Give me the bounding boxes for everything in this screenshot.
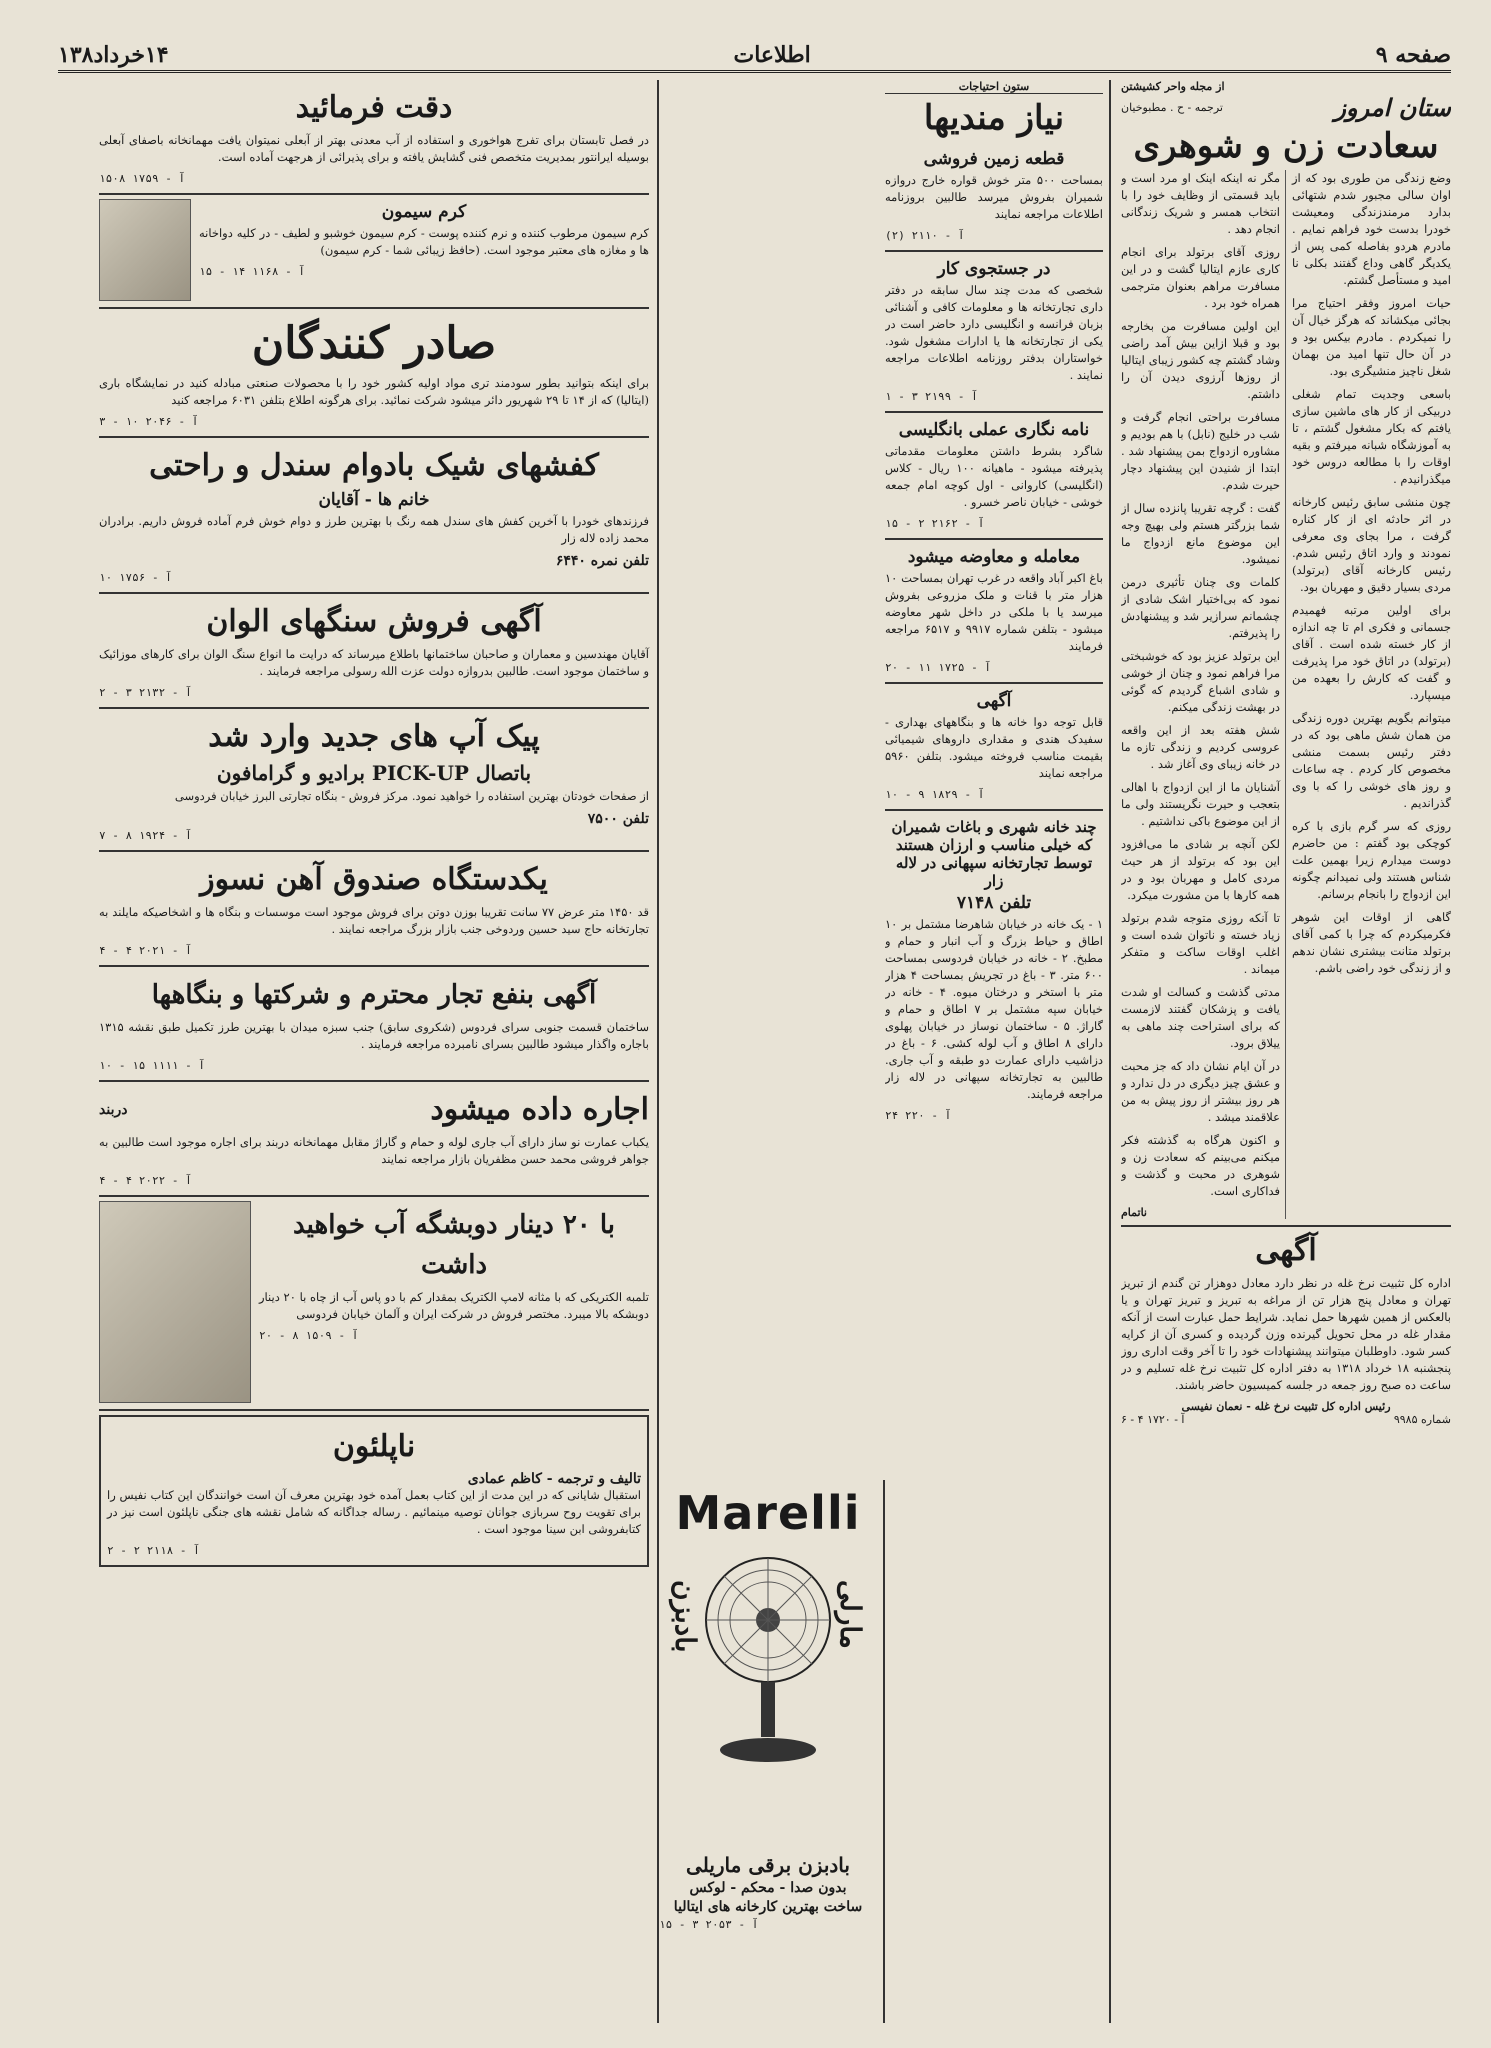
article-paragraph: در آن ایام نشان داد که جز محبت و عشق چیز دیگری در دل ندارد و هر روز بیشتر از روز پیش به من علاقمند میشد . <box>1121 1059 1280 1124</box>
ad-phone: تلفن ۷۵۰۰ <box>587 811 649 827</box>
classified-head: چند خانه شهری و باغات شمیران که خیلی مناسب و ارزان هستند توسط تجارتخانه سپهانی در لاله زار <box>891 818 1097 890</box>
page-number: صفحه ۹ <box>1375 42 1451 68</box>
display-ad <box>99 80 649 195</box>
notice-ref: آ - ۱۷۲۰ ۴ - ۶ <box>1121 1413 1185 1426</box>
classified-head: نامه نگاری عملی بانگلیسی <box>898 420 1090 440</box>
ad-body: قد ۱۴۵۰ متر عرض ۷۷ سانت تقریبا بوزن دوتن برای فروش موجود است موسسات و بنگاه ها و اشخاصیکه مایلند به تجارتخانه حاج سید حسین وردوخی جنب بازار بزرگ مراجعه نمایند . <box>99 905 649 936</box>
article-signoff: ناتمام <box>1121 1206 1147 1219</box>
translator-line: ترجمه - ح . مطبوخیان <box>1121 101 1223 114</box>
article-paragraph: وضع زندگی من طوری بود که از اوان سالی مجبور شدم شتهائی بدارد مرمندزندگی ومعیشت خودرا بدست خود فراهم نمایم . مادرم هردو بفاصله کمی پس از یکدیگر گاهی وداع گفتند بکلی نا امید و مستأصل گشتم. <box>1292 171 1451 287</box>
ad-code: آ - ۱۹۲۴ ۸ - ۷ <box>99 829 192 842</box>
classified-head: آگهی <box>976 691 1012 711</box>
display-ad <box>99 594 649 709</box>
ad-code: آ - ۲۰۲۱ ۴ - ۴ <box>99 944 192 957</box>
classifieds-section: ستون احتیاجات <box>885 80 1103 94</box>
display-ad <box>99 438 649 594</box>
ad-body: آقایان مهندسین و معماران و صاحبان ساختمانها باطلاع میرساند که درایت ما انواع سنگ الوان برای کارهای موزائیک و ساختمان موجود است. طالبین بدروازه دولت عزت الله رسولی مراجعه فرمایند . <box>99 647 649 678</box>
article-paragraph: لکن آنچه بر شادی ما می‌افزود این بود که برتولد از هر حیث مردی کامل و مهربان بود و در همه کارها با من مشورت میکرد. <box>1121 837 1280 902</box>
article-paragraph: روزی آقای برتولد برای انجام کاری عازم ایتالیا گشت و در این مسافرت مراهم بعنوان مترجمی همراه خود برد . <box>1121 245 1280 310</box>
ad-title: آگهی فروش سنگهای الوان <box>206 604 542 639</box>
article-paragraph: گاهی از اوقات این شوهر فکرمیکردم که چرا با کمی آقای برتولد متانت بیشتری نشان ندهم و از زندگی خود راضی باشم. <box>1292 910 1451 975</box>
article-paragraph: میتوانم بگویم بهترین دوره زندگی من همان شش ماهی بود که در دفتر رئیس بسمت منشی مخصوص کار کردم . چه ساعات و روز های خوشی را که با وی گذراندیم . <box>1292 711 1451 810</box>
ad-code: آ - ۱۵۰۹ ۸ - ۲۰ <box>259 1329 359 1342</box>
ad-code: آ - ۱۷۵۶ ۱۰ <box>99 571 172 584</box>
display-ad <box>99 967 649 1082</box>
display-ad <box>99 709 649 852</box>
classified-code: آ - ۲۲۰ ۲۴ <box>885 1109 952 1122</box>
classified-code: آ - ۲۱۱۰ (۲) <box>885 229 965 242</box>
article-paragraph: کلمات وی چنان تأثیری درمن نمود که بی‌اختیار اشک شادی از چشمانم سرازیر شد و پیشنهادش را پذیرفتم. <box>1121 575 1280 640</box>
article-paragraph: مسافرت براحتی انجام گرفت و شب در خلیج (نابل) با هم بودیم و مشاوره ازدواج بمن پیشنهاد شد . ابتدا از شنیدن این پیشنهاد دچار حیرت شدم. <box>1121 410 1280 492</box>
page-header <box>58 40 1451 73</box>
ad-title: صادر کنندگان <box>251 318 497 369</box>
notice-title: آگهی <box>1255 1233 1317 1268</box>
marelli-title: بادبزن برقی ماریلی <box>686 1853 850 1877</box>
classified-ad <box>885 413 1103 540</box>
display-ad <box>99 309 649 438</box>
ad-code: آ - ۲۱۱۸ ۲ - ۲ <box>107 1544 200 1557</box>
ad-body: برای اینکه بتوانید بطور سودمند تری مواد اولیه کشور خود را با محصولات صنعتی مبادله کنید در نمایشگاه باری (ایتالیا) که از ۱۴ تا ۲۹ شهریور دائر میشود شرکت نمائید. برای هرگونه اطلاع بتلفن ۶۰۳۱ مراجعه کنید <box>99 376 649 407</box>
ad-code: آ - ۱۱۱۱ ۱۵ - ۱۰ <box>99 1059 205 1072</box>
classified-ad <box>885 252 1103 413</box>
article-paragraph: این برتولد عزیز بود که خوشبختی مرا فراهم نمود و چنان از خوشی و شادی اشباع گردیدم که گوئی در بهشت زندگی میکنم. <box>1121 649 1280 714</box>
article-col-b <box>1121 170 1286 1219</box>
classified-body: قابل توجه دوا خانه ها و بنگاههای بهداری - سفیدک هندی و مقداری داروهای شیمیائی بقیمت مناسب فروخته میشود. بتلفن ۵۹۶۰ مراجعه نمایند <box>885 715 1103 780</box>
fan-icon <box>693 1550 843 1770</box>
ad-code: آ - ۱۱۶۸ ۱۴ - ۱۵ <box>199 265 305 278</box>
ad-title: کرم سیمون <box>381 202 467 222</box>
article-paragraph: مگر نه اینکه اینک او مرد است و باید قسمتی از وظایف خود را با انتخاب همسر و شریک زندگانی انجام دهد . <box>1121 171 1280 236</box>
article-paragraph: چون منشی سابق رئیس کارخانه در اثر حادثه ای از کار کناره گرفت ، مرا بجای وی معرفی نمودند و وارد اتاق رئیس شدم. رئیس کارخانه آقای (برتولد) مردی بسیار دقیق و مهربان بود. <box>1292 495 1451 594</box>
article-column <box>1121 80 1451 2023</box>
ad-phone: تلفن نمره ۶۴۴۰ <box>555 553 649 569</box>
article-paragraph: باسعی وجدیت تمام شغلی دربیکی از کار های ماشین سازی یافتم که بکار مشغول گشتم ، تا به آموزشگاه شبانه میرفتم و بقیه اوقات را با مطالعه دروس خود میگذرانیدم . <box>1292 387 1451 486</box>
ad-body: ساختمان قسمت جنوبی سرای فردوس (شکروی سابق) جنب سبزه میدان با بهترین طرز تکمیل طبق نقشه ۱۳۱۵ باجاره واگذار میشود طالبین بسرای نامبرده مراجعه فرمایند . <box>99 1020 649 1051</box>
ad-title: با ۲۰ دینار دوبشگه آب خواهید داشت <box>293 1210 615 1280</box>
classifieds-column <box>885 80 1111 2023</box>
marelli-side-text-right: مارلی <box>834 1580 867 1649</box>
ad-title: اجاره داده میشود <box>430 1092 649 1127</box>
marelli-code: آ - ۲۰۵۳ ۳ - ۱۵ <box>659 1918 759 1931</box>
ad-body: از صفحات خودتان بهترین استفاده را خواهید نمود. مرکز فروش - بنگاه تجارتی البرز خیابان فردوسی <box>174 789 649 803</box>
article-paragraph: گفت : گرچه تقریبا پانزده سال از شما بزرگتر هستم ولی بهیچ وجه این موضوع مانع ازدواج ما نمیشود. <box>1121 501 1280 566</box>
source-line: از مجله واحر کشیشتن <box>1121 80 1225 93</box>
classified-ad <box>885 684 1103 811</box>
marelli-line2: ساخت بهترین کارخانه های ایتالیا <box>673 1899 863 1915</box>
ad-code: آ - ۱۷۵۹ ۱۵۰۸ <box>99 172 186 185</box>
marelli-brand: Marelli <box>675 1486 861 1540</box>
ad-title: آگهی بنفع تجار محترم و شرکتها و بنگاهها <box>151 980 597 1010</box>
water-pump-image <box>99 1201 251 1403</box>
article-paragraph: برای اولین مرتبه فهمیدم جسمانی و فکری ام تا چه اندازه از کار خسته شده است . آقای (برتولد) در اتاق خود مرا پذیرفت و گفت که کارش را بعهده من میسپارد. <box>1292 603 1451 702</box>
display-ad <box>99 1082 649 1197</box>
article-paragraph: روزی که سر گرم بازی با کره کوچکی بود گفتم : من حاضرم دوست میدارم زیرا بهمین علت شناس هستند ولی نمیدانم چگونه این ازدواج را بانجام برسانم. <box>1292 819 1451 901</box>
section-logo: ستان امروز <box>1334 93 1451 122</box>
ad-body: کرم سیمون مرطوب کننده و نرم کننده پوست - کرم سیمون خوشبو و لطیف - در کلیه دواخانه ها و مغازه های معتبر موجود است. (حافظ زیبائی شما - کرم سیمون) <box>199 226 649 257</box>
ad-subtitle: خانم ها - آقایان <box>318 490 430 510</box>
classified-body: تلفن ۷۱۴۸ <box>956 893 1032 913</box>
classified-head: قطعه زمین فروشی <box>923 149 1065 169</box>
article-paragraph: مدتی گذشت و کسالت او شدت یافت و پزشکان گفتند لازمست که برای استراحت چند ماهی به ییلاق برود. <box>1121 985 1280 1050</box>
notice-signer: رئیس اداره کل تثبیت نرخ غله - نعمان نفیسی <box>1181 1400 1391 1413</box>
ad-title: ناپلئون <box>332 1429 416 1464</box>
classified-head: در جستجوی کار <box>937 259 1051 279</box>
notice-number: شماره ۹۹۸۵ <box>1393 1413 1451 1426</box>
ad-body: در فصل تابستان برای تفرج هواخوری و استفاده از آب معدنی بهتر از آبعلی نمیتوان یافت مهمانخانه باصفای آبعلی بوسیله ایرانتور بمدیریت متخصص فنی گشایش یافته و برای پذیرائی از هرجهت آماده است. <box>99 133 649 164</box>
display-ad <box>99 1415 649 1567</box>
classified-ad <box>885 811 1103 1130</box>
marelli-line1: بدون صدا - محکم - لوکس <box>689 1880 847 1896</box>
marelli-ad <box>659 1480 885 2023</box>
article-paragraph: این اولین مسافرت من بخارجه بود و قبلا ازاین بیش آمد راضی وشاد گشتم چه کشور زیبای ایتالیا از روزها آرزوی دیدن آن را داشتم. <box>1121 319 1280 401</box>
ad-body: تلمبه الکتریکی که با مثانه لامپ الکتریک بمقدار کم با دو پاس آب از چاه با ۲۰ دینار دوبشکه بالا میبرد. مختصر فروش در شرکت ایران و آلمان خیابان فردوسی <box>259 1290 649 1321</box>
classified-ad <box>885 142 1103 252</box>
display-ad <box>99 195 649 309</box>
display-ads-column <box>99 80 659 2023</box>
marelli-side-text-left: بادبزن <box>669 1580 702 1653</box>
article-paragraph: آشنایان ما از این ازدواج با اهالی بتعجب و حیرت نگریستند ولی ما از این موضوع باکی نداشتیم . <box>1121 780 1280 828</box>
cream-jar-image <box>99 199 191 301</box>
article-paragraph: حیات امروز وفقر احتیاج مرا بجائی میکشاند که هرگز خیال آن را نمیکردم . مادرم بیکس بود و در آن حال تنها امید من بهمان شغل ناچیز منشیگری بود. <box>1292 296 1451 378</box>
classified-code: آ - ۲۱۶۲ ۲ - ۱۵ <box>885 517 985 530</box>
classified-code: آ - ۱۸۲۹ ۹ - ۱۰ <box>885 788 985 801</box>
ad-body: استقبال شایانی که در این مدت از این کتاب بعمل آمده خود بهترین معرف آن است خوانندگان این کتاب نفیس را برای تقویت روح سربازی جوانان توصیه مینمائیم . رساله جداگانه که شامل نقشه های جنگی ناپلئون است نیز در کتابفروشی ابن سینا موجود است . <box>107 1488 641 1536</box>
display-ad <box>99 852 649 967</box>
notice-box <box>1121 1225 1451 1426</box>
ad-code: آ - ۲۰۲۲ ۴ - ۴ <box>99 1174 192 1187</box>
article-paragraph: شش هفته بعد از این واقعه عروسی کردیم و زندگی تازه ما در خانه زیبای وی آغاز شد . <box>1121 723 1280 771</box>
display-ad <box>99 1197 649 1411</box>
article-col-a <box>1292 170 1451 1219</box>
classified-listing: ۱ - یک خانه در خیابان شاهرضا مشتمل بر ۱۰ اطاق و حیاط بزرگ و آب انبار و حمام و مطبخ. ۲ - خانه در خیابان فردوسی بمساحت ۶۰۰ متر. ۳ - باغ در تجریش بمساحت ۴ هزار متر با استخر و درختان میوه. ۴ - خانه در خیابان سپه مشتمل بر ۷ اطاق و حمام و گاراژ. ۵ - ساختمان نوساز در خیابان پهلوی دارای ۸ اطاق و آب لوله کشی. ۶ - باغ در دزاشیب دارای عمارت دو طبقه و آب جاری. طالبین به تجارتخانه سپهانی در لاله زار مراجعه فرمایند. <box>885 917 1103 1101</box>
ad-title: پیک آپ های جدید وارد شد <box>208 719 540 754</box>
classified-body: شاگرد بشرط داشتن معلومات مقدماتی پذیرفته میشود - ماهیانه ۱۰۰ ریال - کلاس (انگلیسی) کاروانی - اول کوچه امام جمعه خوشی - خیابان ناصر خسرو . <box>885 444 1103 509</box>
ad-subtitle: باتصال PICK-UP برادیو و گرامافون <box>216 761 532 785</box>
classified-body: شخصی که مدت چند سال سابقه در دفتر داری تجارتخانه ها و معلومات کافی و آشنائی بزبان فرانسه و انگلیسی دارد حاضر است در یکی از تجارتخانه ها یا ادارات مشغول شود. خواستاران بدفتر روزنامه اطلاعات مراجعه نمایند . <box>885 283 1103 382</box>
ad-body: فرزندهای خودرا با آخرین کفش های سندل همه رنگ با بهترین طرز و دوام خوش فرم آماده فروش داریم. برادران محمد زاده لاله زار <box>99 514 649 545</box>
article-paragraph: و اکنون هرگاه به گذشته فکر میکنم می‌بینم که سعادت زن و شوهری در محبت و گذشت و فداکاری است. <box>1121 1133 1280 1198</box>
classified-head: معامله و معاوضه میشود <box>907 547 1081 567</box>
article-headline: سعادت زن و شوهری <box>1133 126 1439 166</box>
ad-code: آ - ۲۰۴۶ ۱۰ - ۳ <box>99 415 199 428</box>
classified-code: آ - ۲۱۹۹ ۳ - ۱ <box>885 390 978 403</box>
classified-ad <box>885 540 1103 684</box>
ad-title: یکدستگاه صندوق آهن نسوز <box>200 862 548 897</box>
ad-subtitle: تالیف و ترجمه - کاظم عمادی <box>467 1471 641 1487</box>
issue-date: ۱۴خرداد۱۳۸ <box>58 42 169 68</box>
ad-title: کفشهای شیک بادوام سندل و راحتی <box>149 448 599 483</box>
classified-body: باغ اکبر آباد واقعه در غرب تهران بمساحت ۱۰ هزار متر با قنات و ملک مزروعی بفروش میرسد یا با ملکی در داخل شهر معاوضه میشود - بتلفن شماره ۹۹۱۷ و ۶۵۱۷ مراجعه فرمایند <box>885 571 1103 653</box>
ad-body: یکباب عمارت نو ساز دارای آب جاری لوله و حمام و گاراژ مقابل مهمانخانه دربند برای اجاره موجود است طالبین به جواهر فروشی محمد حسن مظفریان بازار مراجعه نمایند <box>99 1135 649 1166</box>
ad-code: آ - ۲۱۳۲ ۳ - ۲ <box>99 686 192 699</box>
ad-subtitle: دربند <box>99 1102 128 1118</box>
ad-title: دقت فرمائید <box>295 90 453 125</box>
classified-code: آ - ۱۷۲۵ ۱۱ - ۲۰ <box>885 661 991 674</box>
classifieds-title: نیاز مندیها <box>923 98 1065 138</box>
fan-illustration <box>693 1550 843 1770</box>
classified-body: بمساحت ۵۰۰ متر خوش قواره خارج دروازه شمیران بفروش میرسد طالبین بروزنامه اطلاعات مراجعه نمایند <box>885 173 1103 221</box>
notice-body: اداره کل تثبیت نرخ غله در نظر دارد معادل دوهزار تن گندم از تبریز تهران و معادل پنج هزار تن از مراغه به تبریز و تبریز تهران و یا بالعکس از همین شهرها حمل نماید. شرایط حمل عبارت است از آنکه مقدار غله در محل تحویل گیرنده وزن گردیده و کسری آن از کرایه کسر شود. داوطلبان میتوانند پیشنهادات خود را تا آخر وقت اداری روز پنجشنبه ۱۸ خرداد ۱۳۱۸ به دفتر اداره کل تثبیت نرخ غله تسلیم و در ساعت ده صبح روز جمعه در جلسه کمیسیون حاضر باشند. <box>1121 1276 1451 1392</box>
paper-name: اطلاعات <box>733 42 811 68</box>
article-paragraph: تا آنکه روزی متوجه شدم برتولد زیاد خسته و ناتوان شده است و اغلب اوقات ساکت و متفکر میماند . <box>1121 911 1280 976</box>
